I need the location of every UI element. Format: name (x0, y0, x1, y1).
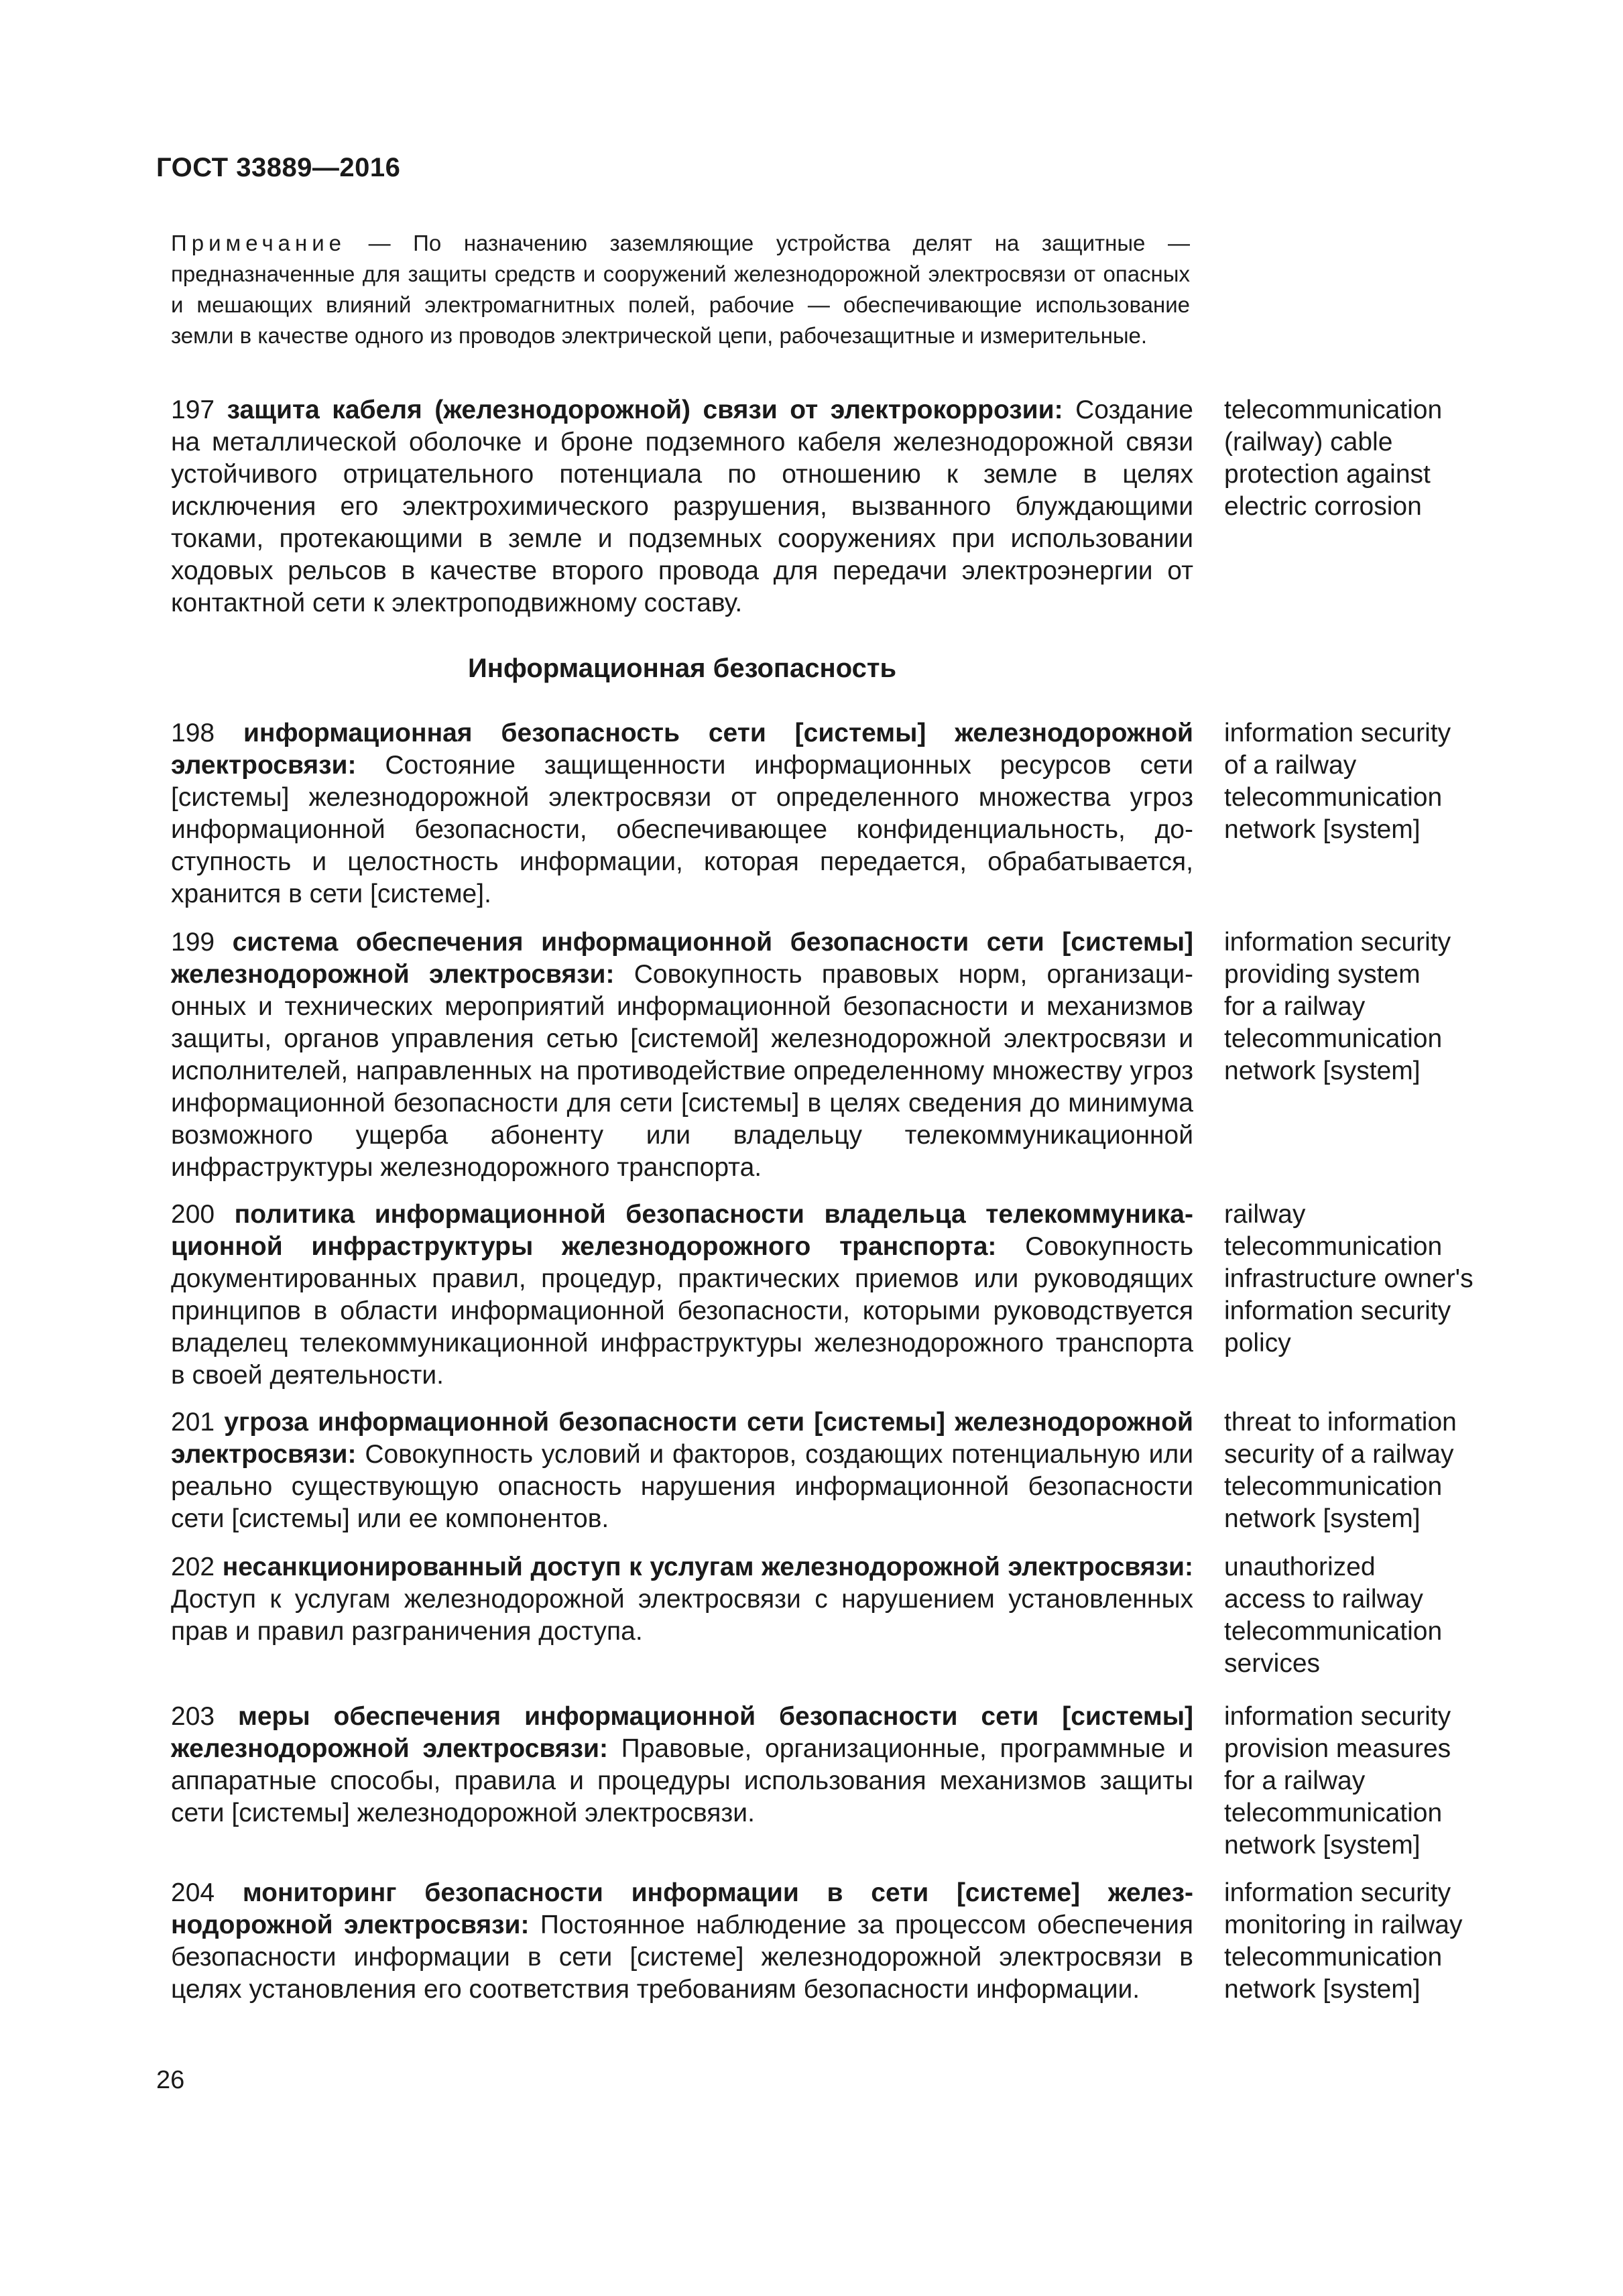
term-en-line: information security (1224, 1702, 1451, 1731)
term-en-line: telecommunication (1224, 396, 1443, 424)
term-number: 203 (171, 1702, 215, 1731)
term-en (1224, 1877, 1506, 2006)
term-en-line: policy (1224, 1329, 1291, 1357)
term-en (1224, 717, 1506, 846)
term-en-line: telecommunication (1224, 1617, 1443, 1646)
term-title: политика информационной безопасности владельца телекоммуникационной инфраструктуры железнодорожного транспорта: (171, 1200, 1193, 1261)
term-en-line: providing system (1224, 960, 1421, 989)
term-definition: Постоянное наблюдение за процессом обеспечения безопасности информации в сети [системе] железнодорожной электросвязи в целях установления его соответствия требованиям безопасности информации. (171, 1911, 1194, 2004)
term-en-line: telecommunication (1224, 1232, 1443, 1261)
term-number: 204 (171, 1878, 215, 1907)
term-ru (171, 1551, 1193, 1648)
term-en-line: access to railway (1224, 1585, 1423, 1614)
term-en-line: unauthorized (1224, 1553, 1376, 1581)
term-number: 201 (171, 1408, 215, 1437)
term-en-line: telecommunication (1224, 1799, 1443, 1827)
term-definition: Доступ к услугам железнодорожной электросвязи с нарушением установленных прав и правил разграничения доступа. (171, 1585, 1193, 1646)
term-ru (171, 1199, 1193, 1392)
term-en-line: telecommunication (1224, 783, 1443, 812)
term-en-line: network [system] (1224, 815, 1421, 844)
term-en-line: threat to information (1224, 1408, 1457, 1437)
page-number: 26 (156, 2066, 185, 2094)
term-en-line: monitoring in railway (1224, 1911, 1463, 1939)
term-en (1224, 1199, 1506, 1360)
term-definition: Создание на металлической оболочке и броне подземного кабеля железнодорожной связи устойчивого отрицательного потенциала по отношению к земле в целях исключения его электрохимического разрушения, вызванного блуждающими токами, протекающими в земле и подземных сооружениях при использовании ходовых рельсов в качестве второго провода для передачи электроэнергии от контактной сети к электроподвижному составу. (171, 396, 1193, 617)
term-en-line: for a railway (1224, 1766, 1366, 1795)
term-en-line: information security (1224, 928, 1451, 957)
term-en (1224, 394, 1506, 523)
term-ru (171, 1877, 1193, 2006)
term-definition: Совокупность документированных правил, процедур, практических приемов или руководящих принципов в области информационной безопасности, которыми руководствуется владелец телекоммуникационной инфраструктуры железнодорожного транспорта в своей деятельности. (171, 1232, 1194, 1390)
term-en-line: provision measures (1224, 1734, 1451, 1763)
term-number: 202 (171, 1553, 215, 1581)
term-ru (171, 394, 1193, 619)
term-en-line: of a railway (1224, 751, 1357, 780)
term-en-line: network [system] (1224, 1056, 1421, 1085)
term-number: 199 (171, 928, 215, 957)
term-en (1224, 1701, 1506, 1862)
term-en-line: (railway) cable (1224, 428, 1393, 457)
term-en (1224, 926, 1506, 1087)
term-en-line: telecommunication (1224, 1024, 1443, 1053)
term-en-line: services (1224, 1649, 1321, 1678)
note-text: — По назначению заземляющие устройства делят на защитные — предназначенные для защиты средств и сооружений железнодорожной электросвязи от опасных и мешающих влияний электромагнитных полей, рабочие — обеспечивающие использование земли в качестве одного из проводов электрической цепи, рабочезащитные и измерительные. (171, 231, 1190, 348)
term-number: 197 (171, 396, 215, 424)
term-en-line: telecommunication (1224, 1472, 1443, 1501)
term-definition: Совокупность условий и факторов, создающих потенциальную или реально существующую опасность нарушения информационной безопасности сети [системы] или ее компонентов. (171, 1440, 1193, 1533)
term-definition: Правовые, организационные, программные и аппаратные способы, правила и процедуры использования механизмов защиты сети [системы] железнодорожной электросвязи. (171, 1734, 1193, 1827)
term-title: мониторинг безопасности информации в сети [системе] железнодорожной электросвязи: (171, 1878, 1193, 1939)
term-title: информационная безопасность сети [системы] железнодорожной электросвязи: (171, 719, 1193, 780)
term-en-line: information security (1224, 719, 1451, 747)
term-en (1224, 1551, 1506, 1680)
term-en-line: security of a railway (1224, 1440, 1454, 1469)
term-ru (171, 717, 1193, 910)
term-en-line: telecommunication (1224, 1943, 1443, 1972)
term-title: система обеспечения информационной безопасности сети [системы] железнодорожной электросвязи: (171, 928, 1193, 989)
term-en-line: railway (1224, 1200, 1306, 1229)
term-ru (171, 926, 1193, 1184)
term-en-line: information security (1224, 1296, 1451, 1325)
term-definition: Совокупность правовых норм, организационных и технических мероприятий информационной безопасности и механизмов защиты, органов управления сетью [системой] железнодорожной электросвязи и исполнителей, направленных на противодействие определенному множеству угроз информационной безопасности для сети [системы] в целях сведения до минимума возможного ущерба абоненту или владельцу телекоммуникационной инфраструктуры железнодорожного транспорта. (171, 960, 1193, 1182)
term-number: 200 (171, 1200, 215, 1229)
term-en-line: infrastructure owner's (1224, 1264, 1474, 1293)
note-paragraph (171, 228, 1190, 351)
term-en-line: network [system] (1224, 1831, 1421, 1860)
term-en (1224, 1406, 1506, 1535)
term-ru (171, 1701, 1193, 1829)
term-en-line: network [system] (1224, 1975, 1421, 2004)
term-en-line: electric corrosion (1224, 492, 1422, 521)
term-title: защита кабеля (железнодорожной) связи от электрокоррозии: (227, 396, 1063, 424)
term-en-line: network [system] (1224, 1504, 1421, 1533)
term-number: 198 (171, 719, 215, 747)
term-en-line: information security (1224, 1878, 1451, 1907)
document-header: ГОСТ 33889—2016 (156, 153, 401, 182)
term-en-line: for a railway (1224, 992, 1366, 1021)
term-ru (171, 1406, 1193, 1535)
section-title: Информационная безопасность (467, 654, 897, 683)
term-title: меры обеспечения информационной безопасности сети [системы] железнодорожной электросвязи: (171, 1702, 1193, 1763)
term-en-line: protection against (1224, 460, 1431, 489)
term-definition: Состояние защищенности информационных ресурсов сети [системы] железнодорожной электросвязи от определенного множества угроз информационной безопасности, обеспечивающее конфиденциальность, доступность и целостность информации, которая передается, обрабатывается, хранится в сети [системе]. (171, 751, 1193, 908)
term-title: несанкционированный доступ к услугам железнодорожной электросвязи: (222, 1553, 1193, 1581)
term-title: угроза информационной безопасности сети [системы] железнодорожной электросвязи: (171, 1408, 1193, 1469)
note-label: Примечание (171, 231, 347, 255)
